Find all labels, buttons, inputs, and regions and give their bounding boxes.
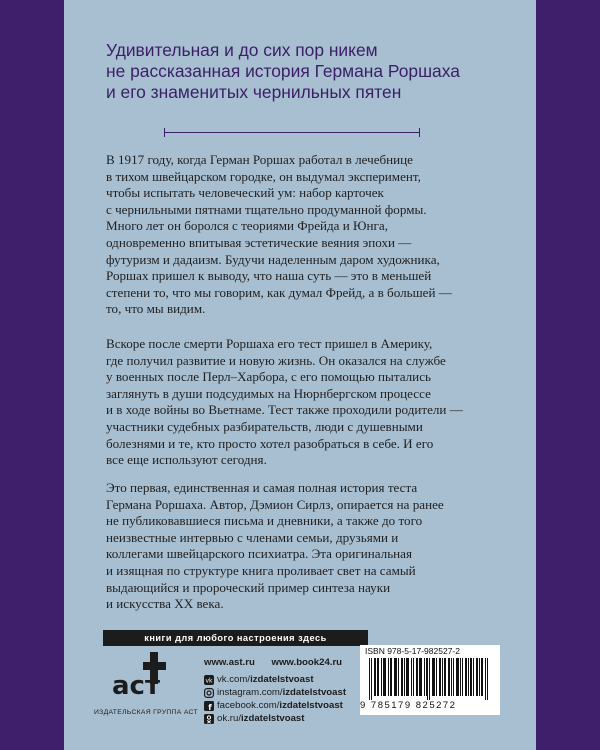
barcode-bar bbox=[395, 658, 396, 696]
text-line: степени то, что мы говорим, как думал Фрейд, а в большей — bbox=[106, 284, 452, 300]
barcode-bar bbox=[401, 658, 402, 696]
paragraph-1 bbox=[106, 152, 452, 318]
barcode-bar bbox=[398, 658, 399, 696]
social-prefix: facebook.com/ bbox=[217, 700, 280, 711]
text-line: и в ходе войны во Вьетнаме. Тест также проходили родители — bbox=[106, 402, 463, 418]
svg-text:aст: aст bbox=[112, 671, 161, 700]
barcode-bar bbox=[406, 658, 407, 696]
headline-line: не рассказанная история Германа Роршаха bbox=[106, 61, 460, 81]
social-link-vk[interactable] bbox=[204, 673, 356, 686]
text-line: и искусства XX века. bbox=[106, 596, 224, 612]
social-prefix: vk.com/ bbox=[217, 674, 251, 685]
social-link-instagram[interactable] bbox=[204, 686, 356, 699]
barcode-bar bbox=[426, 658, 427, 696]
social-handle: izdatelstvoast bbox=[241, 713, 305, 724]
barcode-bar bbox=[374, 658, 375, 696]
publisher-name: ИЗДАТЕЛЬСКАЯ ГРУППА АСТ bbox=[94, 709, 198, 716]
barcode-bar bbox=[473, 658, 474, 696]
tagline-banner: книги для любого настроения здесь bbox=[103, 630, 368, 646]
text-line: болезнями и те, кто просто хотел разобраться в себе. И его bbox=[106, 435, 434, 451]
barcode-bar bbox=[432, 658, 433, 696]
text-line: Роршах пришел к выводу, что наша суть — это в меньшей bbox=[106, 268, 432, 284]
text-line: Вскоре после смерти Роршаха его тест пришел в Америку, bbox=[106, 336, 433, 351]
text-line: Это первая, единственная и самая полная история теста bbox=[106, 480, 418, 495]
barcode-graphic bbox=[368, 658, 492, 700]
barcode-bar bbox=[471, 658, 472, 696]
barcode-bar bbox=[402, 658, 403, 696]
barcode-bar bbox=[377, 658, 378, 696]
barcode-bar bbox=[391, 658, 392, 696]
barcode-number: 9 785179 825272 bbox=[360, 700, 457, 711]
barcode-bar bbox=[460, 658, 461, 696]
barcode-bar bbox=[384, 658, 385, 696]
text-line: заглянуть в души подсудимых на Нюрнбергском процессе bbox=[106, 385, 431, 401]
barcode-bar bbox=[388, 658, 389, 696]
barcode-bar bbox=[466, 658, 467, 696]
barcode-bar bbox=[419, 658, 420, 696]
barcode-bar bbox=[442, 658, 443, 696]
barcode-bar bbox=[444, 658, 445, 696]
text-line: участники судебных разбирательств, люди с душевными bbox=[106, 418, 423, 434]
text-line: с чернильными пятнами тщательно продуманной формы. bbox=[106, 201, 427, 217]
barcode-bar bbox=[378, 658, 379, 696]
text-line: Германа Роршаха. Автор, Дэмион Сирлз, опирается на ранее bbox=[106, 496, 444, 512]
text-line: у военных после Перл–Харбора, с его помощью пытались bbox=[106, 369, 431, 385]
barcode-bar bbox=[445, 658, 446, 696]
barcode-bar bbox=[417, 658, 418, 696]
headline-line: Удивительная и до сих пор никем bbox=[106, 40, 378, 60]
barcode-bar bbox=[451, 658, 452, 696]
barcode-bar bbox=[482, 658, 483, 696]
text-line: В 1917 году, когда Герман Роршах работал в лечебнице bbox=[106, 152, 413, 167]
social-prefix: instagram.com/ bbox=[217, 687, 283, 698]
text-line: выдающийся и пророческий пример синтеза науки bbox=[106, 579, 391, 595]
barcode-bar bbox=[440, 658, 441, 696]
text-line: чтобы испытать человеческий ум: набор карточек bbox=[106, 185, 384, 201]
barcode-bar bbox=[479, 658, 480, 696]
headline-line: и его знаменитых чернильных пятен bbox=[106, 82, 402, 102]
isbn-label: ISBN 978-5-17-982527-2 bbox=[365, 646, 460, 656]
website-link[interactable]: www.book24.ru bbox=[271, 657, 343, 668]
barcode-bar bbox=[476, 658, 477, 696]
social-link-odnoklassniki[interactable] bbox=[204, 712, 356, 725]
text-line: и изящная по структуре книга проливает свет на самый bbox=[106, 562, 416, 578]
barcode-bar bbox=[457, 658, 458, 696]
barcode-bar bbox=[371, 658, 372, 700]
right-purple-frame bbox=[536, 0, 600, 750]
text-line: Много лет он боролся с теориями Фрейда и Юнга, bbox=[106, 218, 388, 234]
barcode-bar bbox=[385, 658, 386, 696]
text-line: в тихом швейцарском городке, он выдумал эксперимент, bbox=[106, 168, 421, 184]
barcode-bar bbox=[396, 658, 397, 696]
barcode-bar bbox=[394, 658, 395, 696]
barcode-bar bbox=[429, 658, 430, 700]
websites bbox=[204, 656, 356, 669]
barcode-bar bbox=[433, 658, 434, 696]
barcode-bar bbox=[411, 658, 412, 696]
barcode-bar bbox=[416, 658, 417, 696]
text-line: неизвестные интервью с членами семьи, друзьями и bbox=[106, 529, 399, 545]
isbn-barcode bbox=[360, 645, 500, 715]
barcode-bar bbox=[448, 658, 449, 696]
paragraph-2 bbox=[106, 336, 463, 469]
text-line: коллегами швейцарского психиатра. Эта оригинальная bbox=[106, 546, 413, 562]
social-link-facebook[interactable] bbox=[204, 699, 356, 712]
barcode-bar bbox=[436, 658, 437, 696]
barcode-bar bbox=[420, 658, 421, 696]
barcode-bar bbox=[427, 658, 428, 700]
barcode-bar bbox=[407, 658, 408, 696]
barcode-bar bbox=[404, 658, 405, 696]
ast-logo bbox=[110, 650, 168, 700]
barcode-bar bbox=[458, 658, 459, 696]
content-panel bbox=[64, 0, 536, 750]
odnoklassniki-icon bbox=[204, 714, 214, 724]
barcode-bar bbox=[381, 658, 382, 696]
barcode-bar bbox=[468, 658, 469, 696]
paragraph-3 bbox=[106, 480, 444, 613]
text-line: все еще используют сегодня. bbox=[106, 452, 267, 468]
barcode-bar bbox=[434, 658, 435, 696]
left-purple-frame bbox=[0, 0, 64, 750]
barcode-bar bbox=[477, 658, 478, 696]
text-line: где получил развитие и новую жизнь. Он оказался на службе bbox=[106, 352, 446, 368]
headline-divider bbox=[164, 128, 420, 137]
website-link[interactable]: www.ast.ru bbox=[204, 657, 255, 668]
barcode-bar bbox=[449, 658, 450, 696]
social-handle: izdatelstvoast bbox=[282, 687, 347, 698]
barcode-bar bbox=[439, 658, 440, 696]
vk-icon bbox=[204, 675, 214, 685]
barcode-bar bbox=[481, 658, 482, 696]
barcode-bar bbox=[390, 658, 391, 696]
barcode-bar bbox=[408, 658, 409, 696]
text-line: то, что мы видим. bbox=[106, 301, 206, 317]
barcode-bar bbox=[369, 658, 370, 700]
barcode-bar bbox=[383, 658, 384, 696]
barcode-bar bbox=[375, 658, 376, 696]
facebook-icon bbox=[204, 701, 214, 711]
publisher-contacts bbox=[204, 656, 356, 725]
barcode-bar bbox=[453, 658, 454, 696]
instagram-icon bbox=[204, 688, 214, 698]
barcode-bar bbox=[485, 658, 486, 700]
text-line: футуризм и дадаизм. Будучи наделенным даром художника, bbox=[106, 251, 440, 267]
social-prefix: ok.ru/ bbox=[217, 713, 241, 724]
barcode-bar bbox=[413, 658, 414, 696]
barcode-bar bbox=[462, 658, 463, 696]
barcode-bar bbox=[424, 658, 425, 696]
headline bbox=[106, 40, 526, 103]
text-line: одновременно впитывая эстетические веяния эпохи — bbox=[106, 234, 412, 250]
social-handle: izdatelstvoast bbox=[250, 674, 314, 685]
svg-text:vk: vk bbox=[205, 677, 213, 684]
barcode-bar bbox=[487, 658, 488, 700]
barcode-bar bbox=[465, 658, 466, 696]
svg-text:f: f bbox=[208, 702, 212, 711]
barcode-bar bbox=[421, 658, 422, 696]
barcode-bar bbox=[456, 658, 457, 696]
barcode-bar bbox=[470, 658, 471, 696]
social-handle: izdatelstvoast bbox=[279, 700, 343, 711]
text-line: не публиковавшиеся письма и дневники, а также до того bbox=[106, 513, 423, 529]
